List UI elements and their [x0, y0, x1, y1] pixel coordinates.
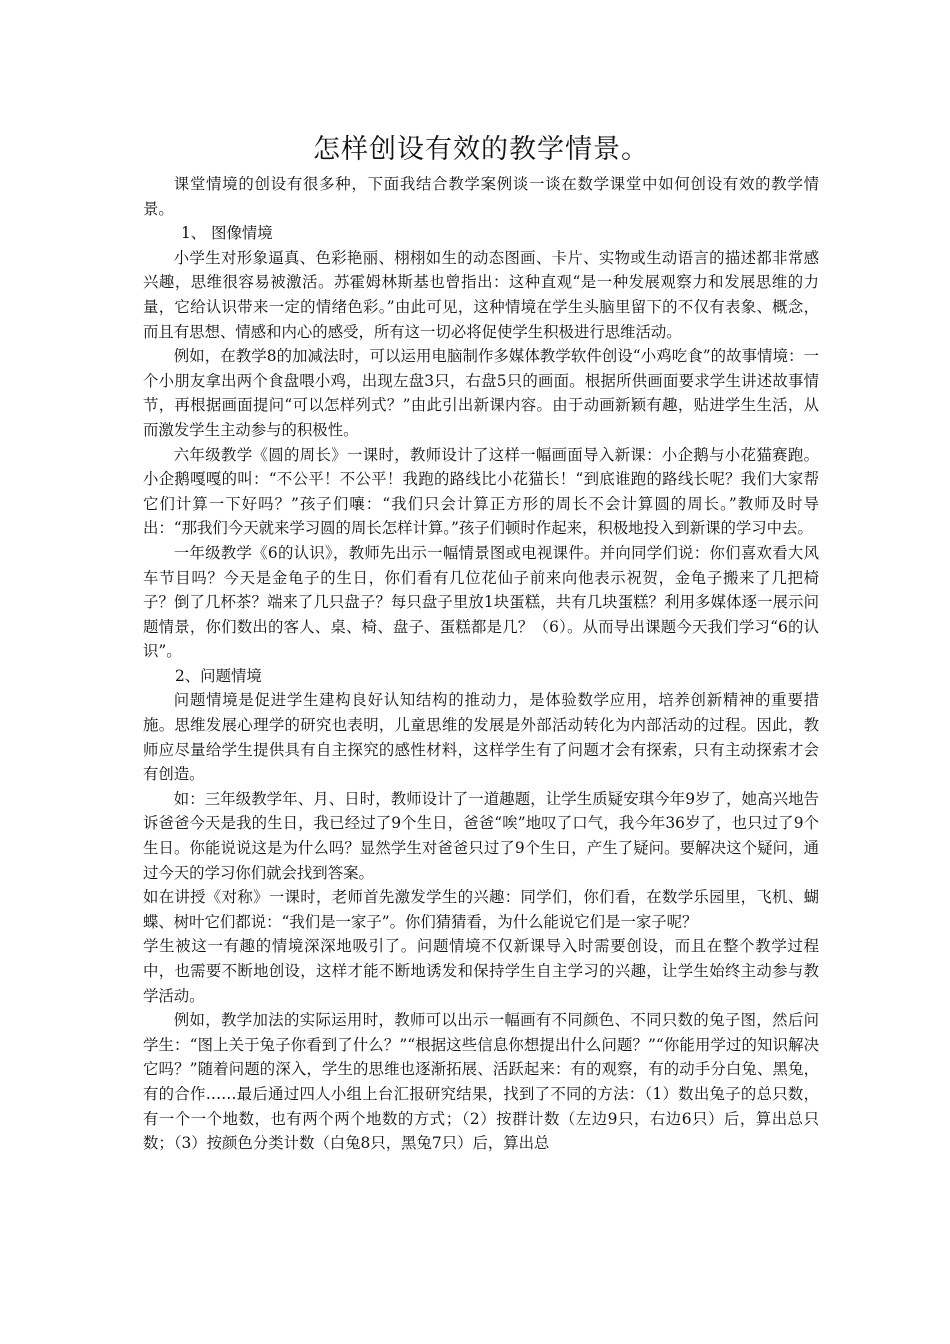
document-title: 怎样创设有效的教学情景。	[313, 134, 649, 165]
section-heading-problem-situation: 2、问题情境	[175, 666, 262, 685]
paragraph: 六年级教学《圆的周长》一课时，教师设计了这样一幅画面导入新课：小企鹅与小花猫赛跑。小企鹅嘎嘎的叫：“不公平！不公平！我跑的路线比小花猫长！“到底谁跑的路线长呢？我们大家帮它们计算一下好吗？”孩子们嚷：“我们只会计算正方形的周长不会计算圆的周长。”教师及时导出：“那我们今天就来学习圆的周长怎样计算。”孩子们顿时作起来，积极地投入到新课的学习中去。	[143, 445, 819, 538]
document-page	[143, 128, 819, 1156]
paragraph: 问题情境是促进学生建构良好认知结构的推动力，是体验数学应用，培养创新精神的重要措施。思维发展心理学的研究也表明，儿童思维的发展是外部活动转化为内部活动的过程。因此，教师应尽量给学生提供具有自主探究的感性材料，这样学生有了问题才会有探索，只有主动探索才会有创造。	[143, 691, 819, 784]
paragraph: 小学生对形象逼真、色彩艳丽、栩栩如生的动态图画、卡片、实物或生动语言的描述都非常感兴趣，思维很容易被激活。苏霍姆林斯基也曾指出：这种直观“是一种发展观察力和发展思维的力量，它给认识带来一定的情绪色彩。”由此可见，这种情境在学生头脑里留下的不仅有表象、概念，而且有思想、情感和内心的感受，所有这一切必将促使学生积极进行思维活动。	[143, 248, 819, 341]
paragraph: 如：三年级教学年、月、日时，教师设计了一道趣题，让学生质疑安琪今年9岁了，她高兴地告诉爸爸今天是我的生日，我已经过了9个生日，爸爸“唉”地叹了口气，我今年36岁了，也只过了9个生日。你能说说这是为什么吗？显然学生对爸爸只过了9个生日，产生了疑问。要解决这个疑问，通过今天的学习你们就会找到答案。	[143, 789, 819, 882]
paragraph: 如在讲授《对称》一课时，老师首先激发学生的兴趣：同学们，你们看，在数学乐园里，飞机、蝴蝶、树叶它们都说：“我们是一家子”。你们猜猜看，为什么能说它们是一家子呢？	[143, 888, 819, 931]
paragraph: 学生被这一有趣的情境深深地吸引了。问题情境不仅新课导入时需要创设，而且在整个教学过程中，也需要不断地创设，这样才能不断地诱发和保持学生自主学习的兴趣，让学生始终主动参与教学活动。	[143, 937, 819, 1005]
section-heading-image-situation: 1、 图像情境	[181, 224, 273, 243]
paragraph: 例如，教学加法的实际运用时，教师可以出示一幅画有不同颜色、不同只数的兔子图，然后问学生：“图上关于兔子你看到了什么？”“根据这些信息你想提出什么问题？”“你能用学过的知识解决它吗？”随着问题的深入，学生的思维也逐渐拓展、活跃起来：有的观察，有的动手分白兔、黑兔，有的合作……最后通过四人小组上台汇报研究结果，找到了不同的方法：（1）数出兔子的总只数，有一个一个地数，也有两个两个地数的方式；（2）按群计数（左边9只，右边6只）后，算出总只数；（3）按颜色分类计数（白兔8只，黑兔7只）后，算出总	[143, 1011, 819, 1153]
paragraph: 一年级教学《6的认识》，教师先出示一幅情景图或电视课件。并向同学们说：你们喜欢看大风车节目吗？今天是金龟子的生日，你们看有几位花仙子前来向他表示祝贺，金龟子搬来了几把椅子？倒了几杯茶？端来了几只盘子？每只盘子里放1块蛋糕，共有几块蛋糕？利用多媒体逐一展示问题情景，你们数出的客人、桌、椅、盘子、蛋糕都是几？（6）。从而导出课题今天我们学习“6的认识”。	[143, 543, 819, 661]
intro-paragraph: 课堂情境的创设有很多种，下面我结合教学案例谈一谈在数学课堂中如何创设有效的教学情景。	[143, 175, 819, 218]
paragraph: 例如，在教学8的加减法时，可以运用电脑制作多媒体教学软件创设“小鸡吃食”的故事情境：一个小朋友拿出两个食盘喂小鸡，出现左盘3只，右盘5只的画面。根据所供画面要求学生讲述故事情节，再根据画面提问“可以怎样列式？”由此引出新课内容。由于动画新颖有趣，贴进学生生活，从而激发学生主动参与的积极性。	[143, 347, 819, 439]
